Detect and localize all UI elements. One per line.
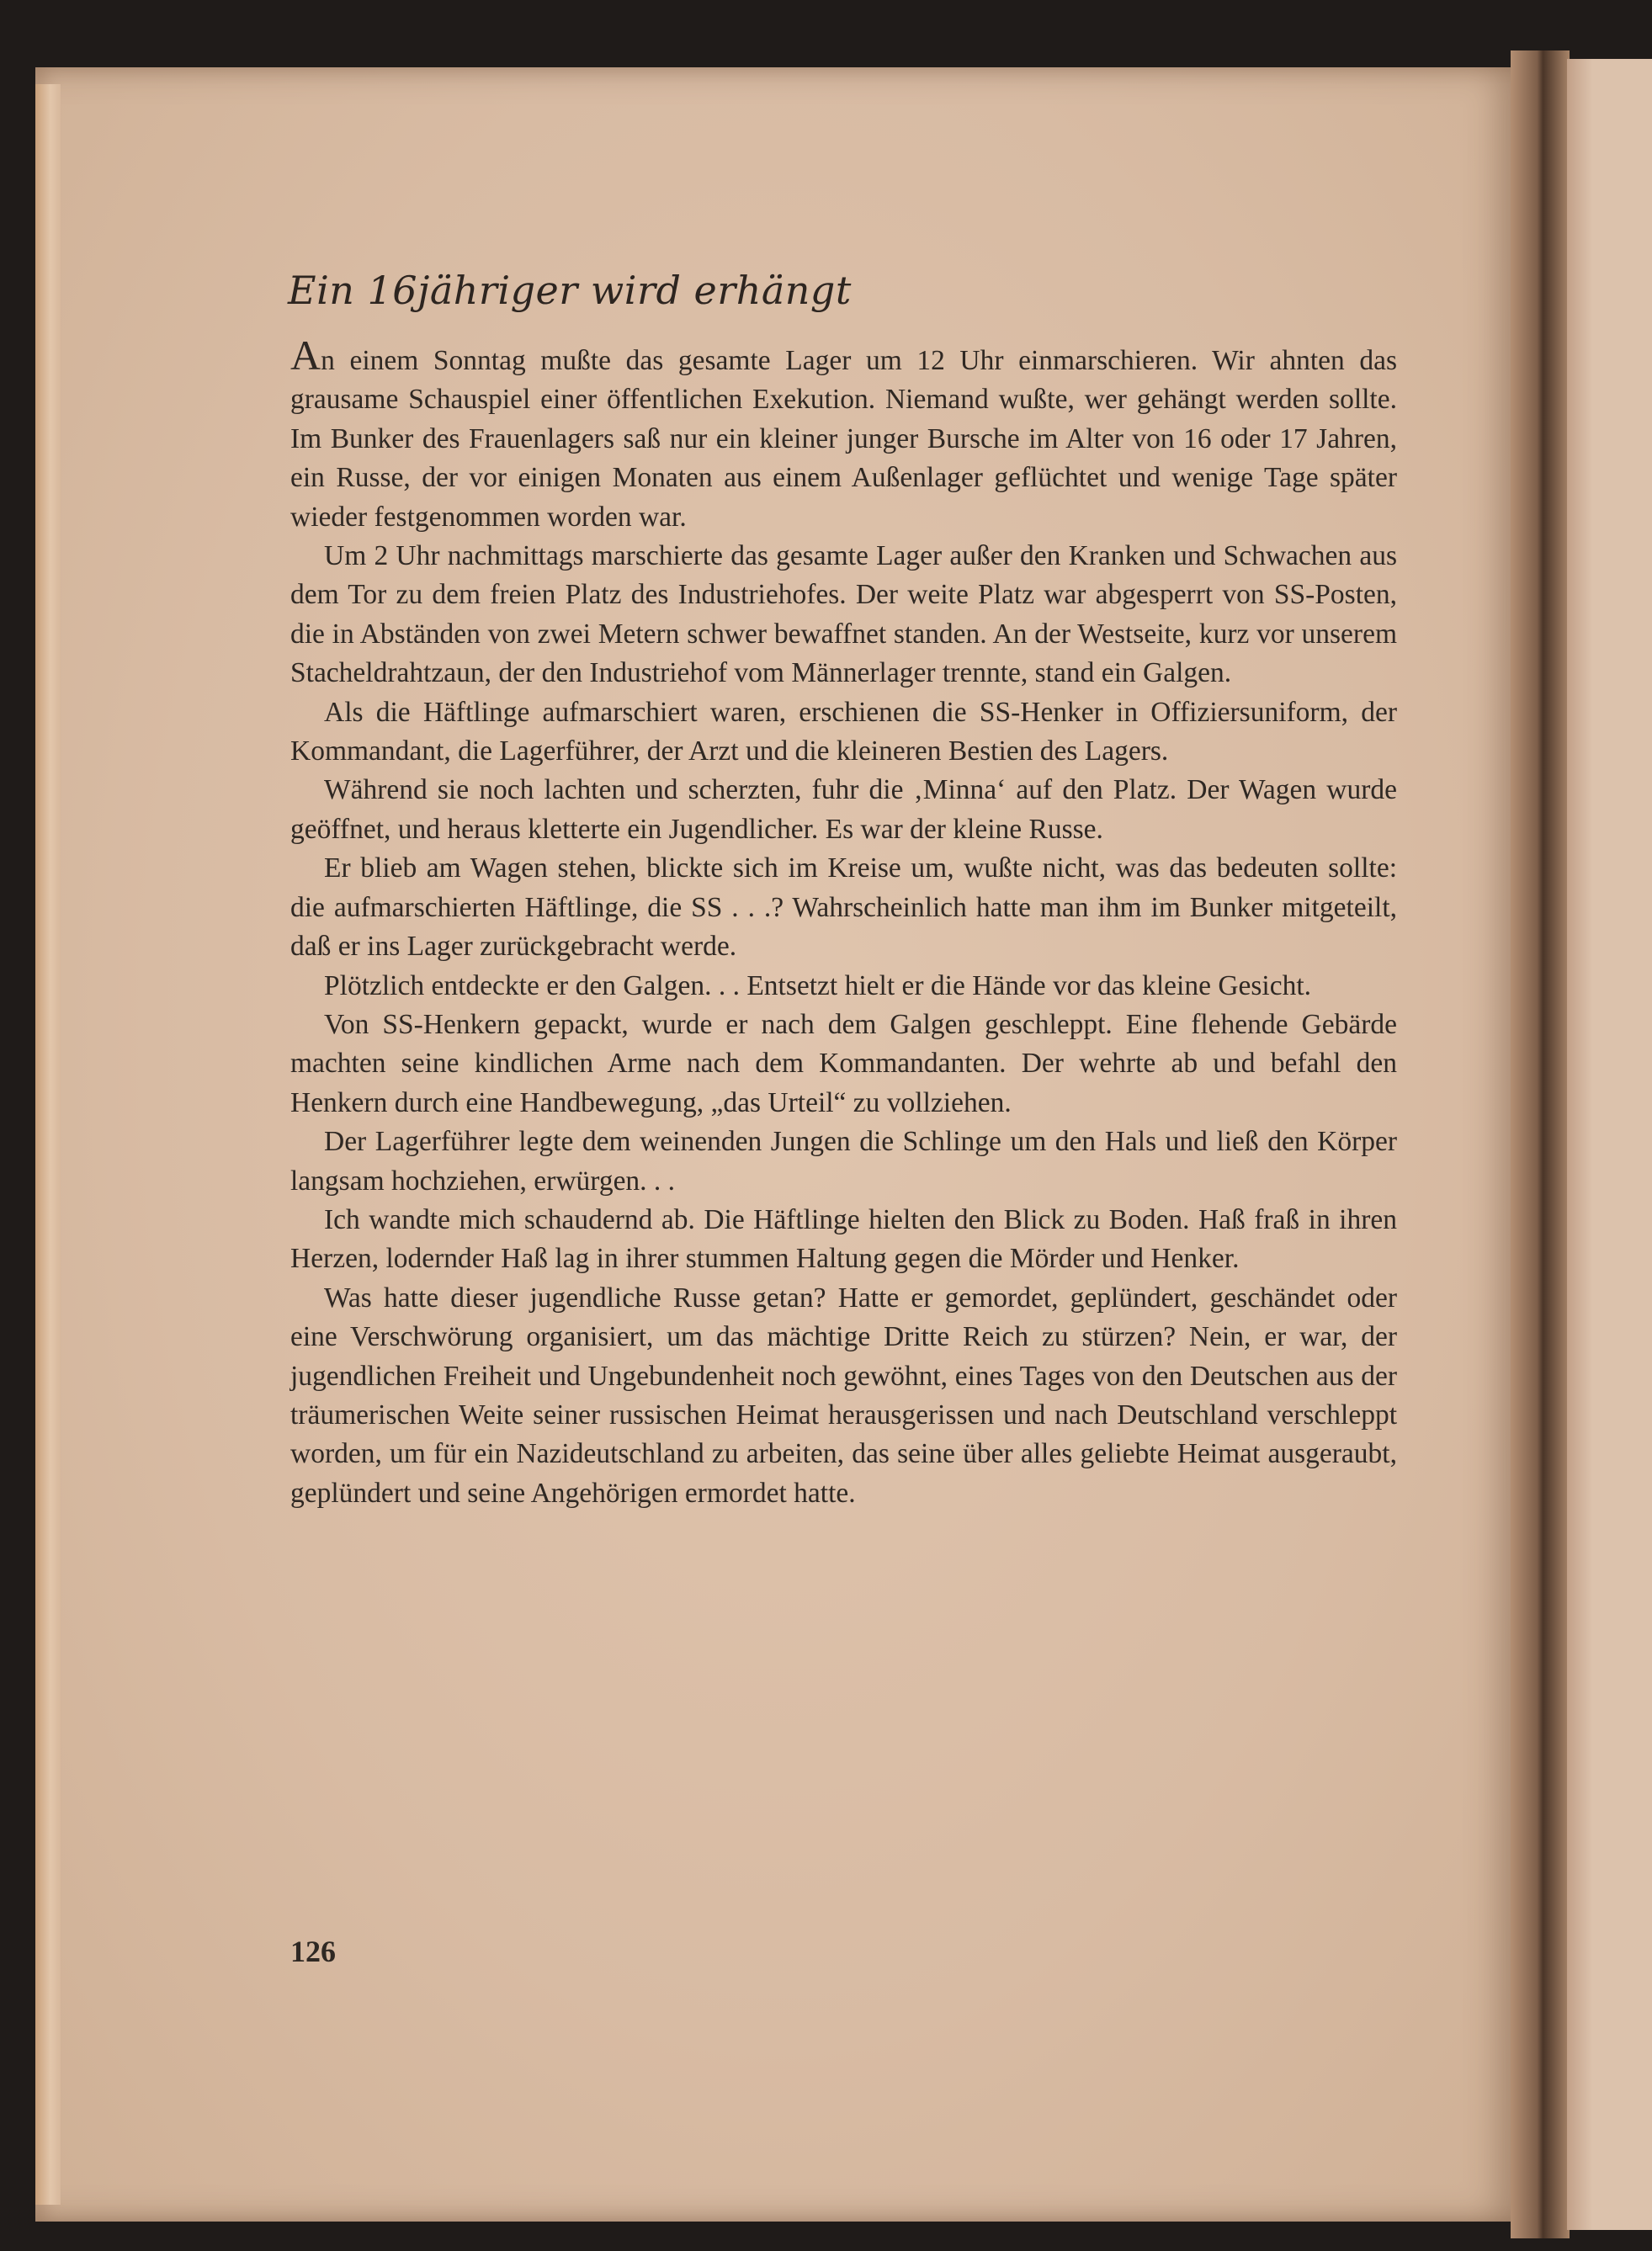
paragraph: Ich wandte mich schaudernd ab. Die Häftlinge hielten den Blick zu Boden. Haß fraß in ihren Herzen, lodernder Haß lag in ihrer stummen Haltung gegen die Mörder und Henker. [290, 1203, 1397, 1275]
paragraph: Er blieb am Wagen stehen, blickte sich im Kreise um, wußte nicht, was das bedeuten sollte: die aufmarschierten Häftlinge, die SS . . .? Wahrscheinlich hatte man ihm im Bunker mitgeteilt, daß er ins Lager zurückgebracht werde. [290, 852, 1397, 963]
paragraph: Was hatte dieser jugendliche Russe getan? Hatte er gemordet, geplündert, geschändet oder eine Verschwörung organisiert, um das mächtige Dritte Reich zu stürzen? Nein, er war, der jugendlichen Freiheit und Ungebundenheit noch gewöhnt, eines Tages von den Deutschen aus der träumerischen Weite seiner russischen Heimat herausgerissen und nach Deutschland verschleppt worden, um für ein Nazideutschland zu arbeiten, das seine über alles geliebte Heimat ausgeraubt, geplündert und seine Angehörigen ermordet hatte. [290, 1282, 1397, 1509]
paragraph: An einem Sonntag mußte das gesamte Lager um 12 Uhr einmarschieren. Wir ahnten das grausame Schauspiel einer öffentlichen Exekution. Niemand wußte, wer gehängt werden sollte. Im Bunker des Frauenlagers saß nur ein kleiner junger Bursche im Alter von 16 oder 17 Jahren, ein Russe, der vor einigen Monaten aus einem Außenlager geflüchtet und wenige Tage später wieder festgenommen worden war. [290, 332, 1397, 533]
paragraph: Plötzlich entdeckte er den Galgen. . . Entsetzt hielt er die Hände vor das kleine Gesicht. [324, 969, 1312, 1001]
page-number: 126 [290, 1935, 336, 1968]
drop-cap: A [290, 332, 321, 379]
chapter-title: Ein 16jähriger wird erhängt [288, 268, 852, 313]
paragraph: Während sie noch lachten und scherzten, fuhr die ‚Minna‘ auf den Platz. Der Wagen wurde geöffnet, und heraus kletterte ein Jugendlicher. Es war der kleine Russe. [290, 774, 1397, 845]
body-text [290, 332, 1397, 1513]
page-edge [35, 84, 61, 2205]
paragraph: Von SS-Henkern gepackt, wurde er nach dem Galgen geschleppt. Eine flehende Gebärde machten seine kindlichen Arme nach dem Kommandanten. Der wehrte ab und befahl den Henkern durch eine Handbewegung, „das Urteil“ zu vollziehen. [290, 1008, 1397, 1118]
paragraph: Der Lagerführer legte dem weinenden Jungen die Schlinge um den Hals und ließ den Körper langsam hochziehen, erwürgen. . . [290, 1126, 1397, 1197]
paragraph: Als die Häftlinge aufmarschiert waren, erschienen die SS-Henker in Offiziersuniform, der Kommandant, die Lagerführer, der Arzt und die kleineren Bestien des Lagers. [290, 696, 1397, 767]
book-gutter [1511, 50, 1570, 2238]
right-page [1567, 59, 1652, 2230]
paragraph: Um 2 Uhr nachmittags marschierte das gesamte Lager außer den Kranken und Schwachen aus dem Tor zu dem freien Platz des Industriehofes. Der weite Platz war abgesperrt von SS-Posten, die in Abständen von zwei Metern schwer bewaffnet standen. An der Westseite, kurz vor unserem Stacheldrahtzaun, der den Industriehof vom Männerlager trennte, stand ein Galgen. [290, 540, 1397, 689]
